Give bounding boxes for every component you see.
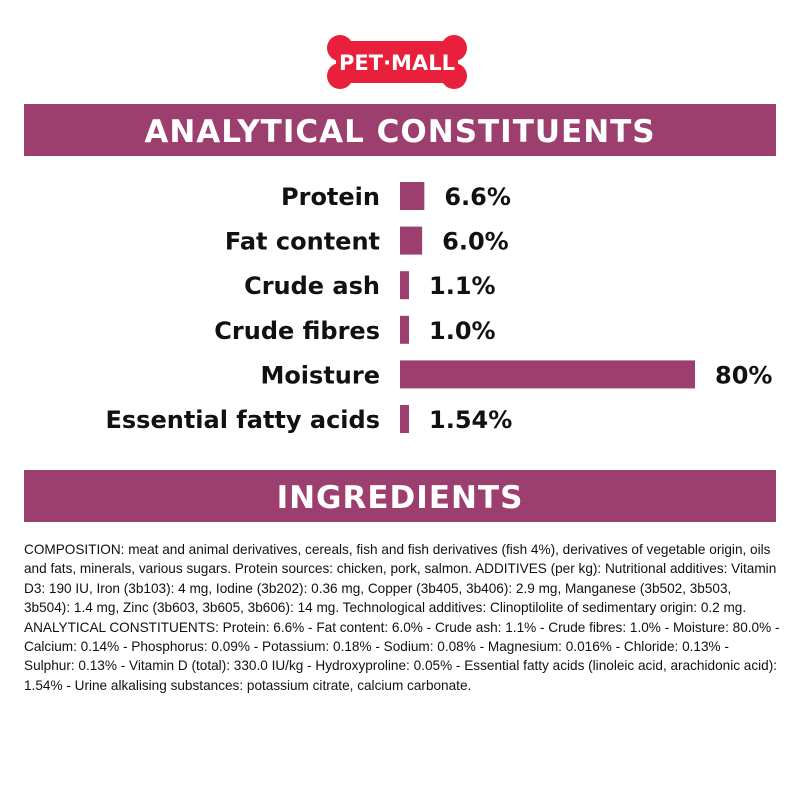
value-label: 6.0% [442,227,509,256]
category-label: Moisture [260,361,380,390]
category-label: Fat content [224,227,380,256]
bone-logo-shape [326,34,468,90]
bar [400,360,695,388]
category-label: Essential fatty acids [105,406,380,434]
composition-text: COMPOSITION: meat and animal derivatives, cereals, fish and fish derivatives (fish 4%), derivatives of vegetable origin, oils and fats, minerals, various sugars. Protein sources: chicken, pork, salmon. ADDITIVES (per kg): Nutritional additives: Vitamin D3: 190 IU, Iron (3b103): 4 mg, Iodine (3b202): 0.36 mg, Copper (3b405, 3b406): 2.9 mg, Manganese (3b502, 3b503, 3b504): 1.4 mg, Zinc (3b603, 3b605, 3b606): 14 mg. Technological additives: Clinoptilolite of sedimentary origin: 0.2 mg. ANALYTICAL CONSTITUENTS: Protein: 6.6% - Fat content: 6.0% - Crude ash: 1.1% - Crude fibres: 1.0% - Moisture: 80.0% - Calcium: 0.14% - Phosphorus: 0.09% - Potassium: 0.18% - Sodium: 0.08% - Magnesium: 0.016% - Chloride: 0.13% - Sulphur: 0.13% - Vitamin D (total): 330.0 IU/kg - Hydroxyproline: 0.05% - Essential fatty acids (linoleic acid, arachidonic acid): 1.54% - Urine alkalising substances: potassium citrate, calcium carbonate. [24,542,780,693]
category-label: Protein [281,183,380,211]
category-label: Crude ash [244,272,380,301]
value-label: 80% [715,361,773,390]
value-label: 1.0% [429,316,496,345]
ingredients-heading: INGREDIENTS [24,470,776,522]
bar [400,271,409,299]
analytical-constituents-chart [0,170,800,450]
value-label: 1.54% [429,406,513,434]
logo-text: PET·MALL [339,51,455,75]
bar [400,316,409,344]
category-label: Crude fibres [214,316,380,345]
pet-mall-logo [326,34,468,90]
value-label: 1.1% [429,272,496,301]
value-label: 6.6% [444,183,511,211]
analytical-constituents-heading: ANALYTICAL CONSTITUENTS [24,104,776,156]
bar [400,227,422,255]
bar [400,182,424,210]
bar [400,405,409,433]
